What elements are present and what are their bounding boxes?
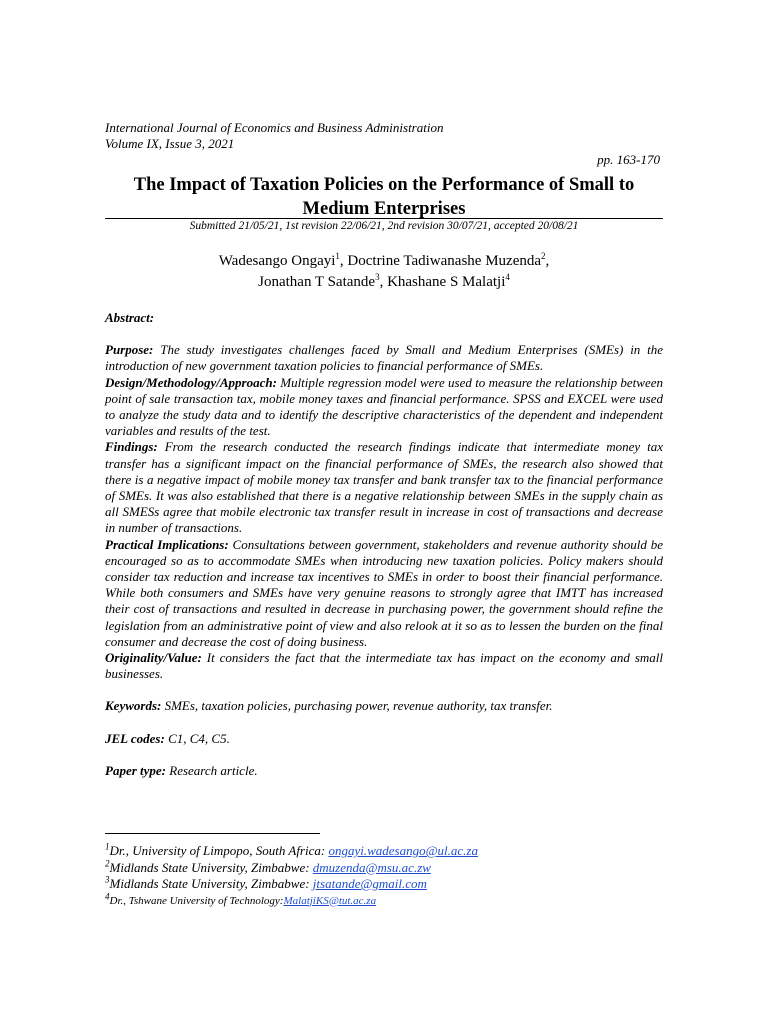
author-name: Khashane S Malatji — [387, 274, 506, 290]
footnotes — [105, 843, 478, 909]
footnote-text: Dr., Tshwane University of Technology: — [109, 894, 284, 907]
author-affiliation-mark: 3 — [375, 272, 380, 282]
paper-type-label: Paper type: — [105, 762, 167, 778]
footnote-mark: 2 — [105, 858, 110, 869]
originality-text: It considers the fact that the intermediate tax has impact on the economy and small businesses. — [105, 650, 664, 682]
purpose-label: Purpose: — [105, 342, 154, 358]
footnote-mark: 4 — [105, 890, 110, 901]
author-affiliation-mark: 2 — [541, 251, 546, 261]
footnote-text: Midlands State University, Zimbabwe: — [109, 876, 313, 891]
footnote-text: Midlands State University, Zimbabwe: — [109, 859, 313, 875]
footnote-4 — [105, 890, 478, 910]
paper-type-line — [105, 763, 663, 779]
author-affiliation-mark: 1 — [335, 251, 340, 261]
findings-paragraph — [105, 439, 663, 536]
practical-label: Practical Implications: — [105, 536, 229, 552]
practical-text: Consultations between government, stakeholders and revenue authority should be encouraged so as to accommodate SMEs when introducing new taxation policies. Policy makers should consider tax reduction and increase tax incentives to SMEs in order to boost their financial performance. While both consumers and SMEs have very genuine reasons to strongly agree that IMTT has increased their cost of transactions and resulted in decrease in purchasing power, the government should refine the legislation from an administrative point of view and also relook at it so as to lessen the burden on the final consumer and decrease the cost of doing business. — [105, 536, 664, 649]
email-link[interactable]: dmuzenda@msu.ac.zw — [312, 859, 431, 875]
paper-title: The Impact of Taxation Policies on the Performance of Small to Medium Enterprises — [133, 175, 635, 219]
title-divider — [105, 218, 663, 219]
footnote-1 — [105, 843, 478, 860]
jel-codes-text: C1, C4, C5. — [168, 730, 230, 746]
abstract-section — [105, 310, 663, 779]
footnote-3 — [105, 876, 478, 893]
keywords-label: Keywords: — [105, 698, 162, 714]
design-label: Design/Methodology/Approach: — [105, 374, 277, 390]
jel-codes-label: JEL codes: — [105, 730, 165, 746]
footnote-mark: 3 — [105, 874, 110, 885]
practical-paragraph — [105, 537, 663, 650]
author-separator: , — [379, 274, 388, 290]
journal-volume: Volume IX, Issue 3, 2021 — [105, 136, 235, 151]
design-paragraph — [105, 375, 663, 440]
purpose-text: The study investigates challenges faced by Small and Medium Enterprises (SMEs) in the introduction of new government taxation policies to financial performance of SMEs. — [105, 342, 664, 374]
author-affiliation-mark: 4 — [505, 272, 510, 282]
abstract-heading: Abstract: — [105, 310, 155, 325]
findings-label: Findings: — [105, 439, 158, 455]
author-separator: , — [545, 253, 550, 269]
submission-dates: Submitted 21/05/21, 1st revision 22/06/21, 2nd revision 30/07/21, accepted 20/08/21 — [189, 220, 579, 232]
footnote-divider — [105, 833, 320, 834]
originality-label: Originality/Value: — [105, 650, 202, 666]
author-line-2 — [105, 272, 663, 293]
jel-codes-line — [105, 731, 663, 747]
paper-type-text: Research article. — [169, 762, 258, 778]
design-text: Multiple regression model were used to measure the relationship between point of sale transaction tax, mobile money taxes and financial performance. SPSS and EXCEL were used to analyze the study data and to identify the descriptive characteristics of the dependent and independent variables and results of the test. — [105, 374, 663, 439]
footnote-text: Dr., University of Limpopo, South Africa: — [109, 843, 329, 858]
footnote-mark: 1 — [105, 841, 110, 852]
findings-text: From the research conducted the research findings indicate that intermediate money tax transfer has a significant impact on the financial performance of SMEs, the research also showed that there is a negative impact of mobile money tax transfer and bank transfer tax to the financial performance of SMEs. It was also established that there is a negative relationship between SMEs in the supply chain as all SMESs agree that mobile electronic tax transfer result in increase in cost of transactions and decrease in number of transactions. — [105, 439, 664, 536]
email-link[interactable]: jtsatande@gmail.com — [312, 876, 427, 891]
author-name: Doctrine Tadiwanashe Muzenda — [347, 253, 542, 269]
journal-header — [105, 120, 443, 152]
footnote-2 — [105, 860, 478, 877]
originality-paragraph — [105, 650, 663, 682]
journal-name: International Journal of Economics and Business Administration — [105, 120, 444, 135]
author-line-1 — [105, 251, 663, 272]
keywords-line — [105, 698, 663, 714]
page-range: pp. 163-170 — [597, 152, 660, 167]
author-list — [105, 251, 663, 293]
author-separator: , — [339, 253, 348, 269]
author-name: Wadesango Ongayi — [218, 253, 336, 269]
keywords-text: SMEs, taxation policies, purchasing power, revenue authority, tax transfer. — [164, 698, 553, 714]
author-name: Jonathan T Satande — [258, 274, 376, 290]
email-link[interactable]: ongayi.wadesango@ul.ac.za — [328, 843, 478, 858]
purpose-paragraph — [105, 342, 663, 374]
email-link[interactable]: MalatjiKS@tut.ac.za — [283, 894, 377, 907]
